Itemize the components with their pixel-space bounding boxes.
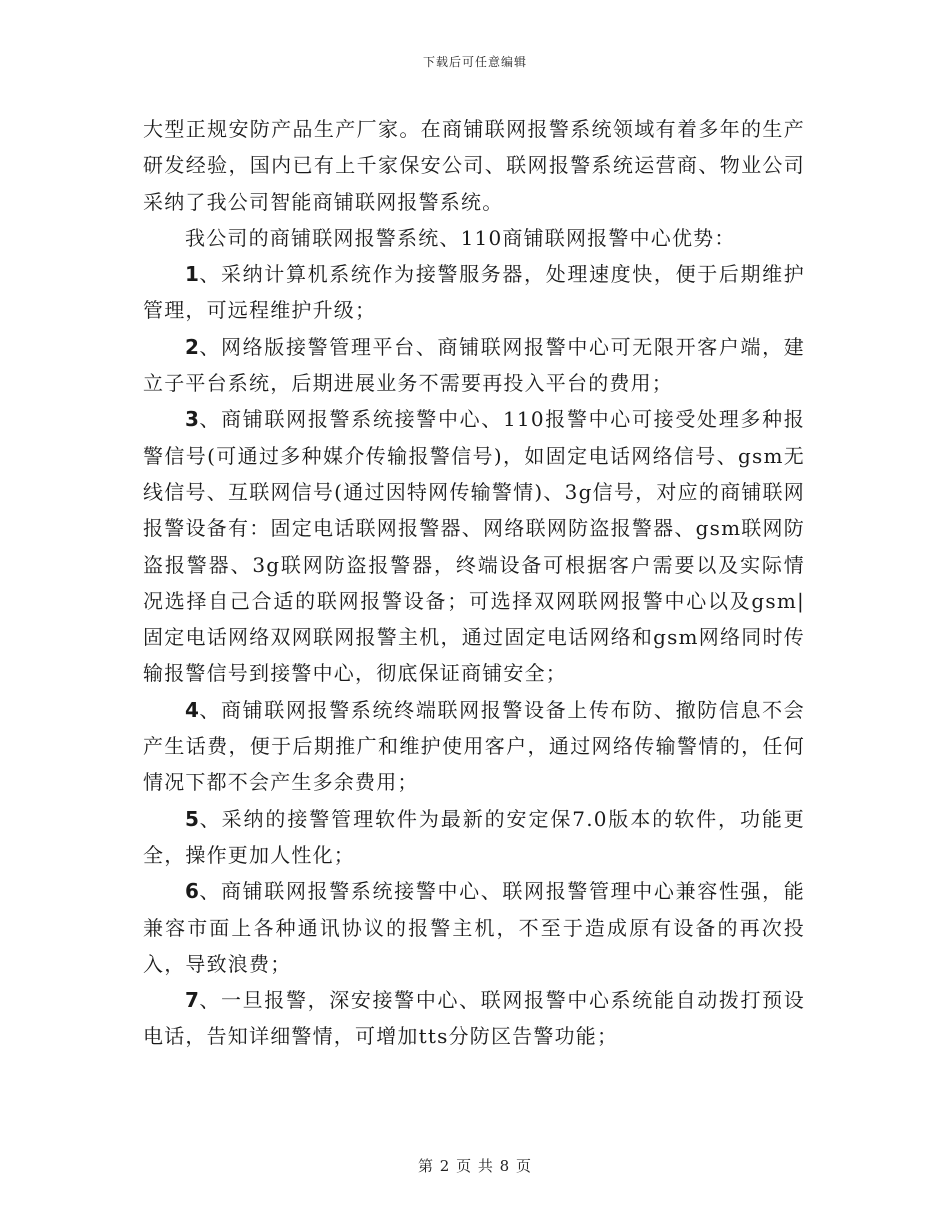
item-number: 7 xyxy=(185,988,199,1013)
item-text: 、网络版接警管理平台、商铺联网报警中心可无限开客户端，建立子平台系统，后期进展业务不需要再投入平台的费用； xyxy=(143,334,805,396)
page-header-note: 下载后可任意编辑 xyxy=(422,55,527,69)
item-text: 、商铺联网报警系统终端联网报警设备上传布防、撤防信息不会产生话费，便于后期推广和维护使用客户，通过网络传输警情的，任何情况下都不会产生多余费用； xyxy=(143,697,805,795)
item-text: 、商铺联网报警系统接警中心、联网报警管理中心兼容性强，能兼容市面上各种通讯协议的报警主机，不至于造成原有设备的再次投入，导致浪费； xyxy=(143,879,805,976)
item-number: 2 xyxy=(185,334,199,359)
item-text: 、商铺联网报警系统接警中心、110报警中心可接受处理多种报警信号(可通过多种媒介传输报警信号)，如固定电话网络信号、gsm无线信号、互联网信号(通过因特网传输警情)、3g信号，对应的商铺联网报警设备有：固定电话联网报警器、网络联网防盗报警器、gsm联网防盗报警器、3g联网防盗报警器，终端设备可根据客户需要以及实际情况选择自己合适的联网报警设备；可选择双网联网报警中心以及gsm|固定电话网络双网联网报警主机，通过固定电话网络和gsm网络同时传输报警信号到接警中心，彻底保证商铺安全； xyxy=(143,407,805,686)
advantages-heading: 我公司的商铺联网报警系统、110商铺联网报警中心优势： xyxy=(185,225,736,250)
advantage-item-5 xyxy=(143,801,805,874)
advantage-item-3 xyxy=(143,401,805,691)
item-number: 3 xyxy=(185,407,199,432)
item-text: 、采纳的接警管理软件为最新的安定保7.0版本的软件，功能更全，操作更加人性化； xyxy=(143,806,805,867)
item-number: 1 xyxy=(185,262,199,287)
item-text: 、一旦报警，深安接警中心、联网报警中心系统能自动拨打预设电话，告知详细警情，可增加tts分防区告警功能； xyxy=(143,988,805,1049)
advantage-item-6 xyxy=(143,873,805,982)
item-number: 6 xyxy=(185,879,199,904)
intro-paragraph: 大型正规安防产品生产厂家。在商铺联网报警系统领域有着多年的生产研发经验，国内已有上千家保安公司、联网报警系统运营商、物业公司采纳了我公司智能商铺联网报警系统。 xyxy=(143,117,805,214)
page-number-footer: 第 2 页 共 8 页 xyxy=(418,1157,532,1175)
advantage-item-4 xyxy=(143,692,805,801)
item-number: 4 xyxy=(185,697,199,722)
document-body xyxy=(143,111,805,1055)
advantage-item-2 xyxy=(143,329,805,402)
item-text: 、采纳计算机系统作为接警服务器，处理速度快，便于后期维护管理，可远程维护升级； xyxy=(143,262,805,323)
item-number: 5 xyxy=(185,806,199,831)
advantage-item-7 xyxy=(143,982,805,1055)
advantage-item-1 xyxy=(143,256,805,329)
